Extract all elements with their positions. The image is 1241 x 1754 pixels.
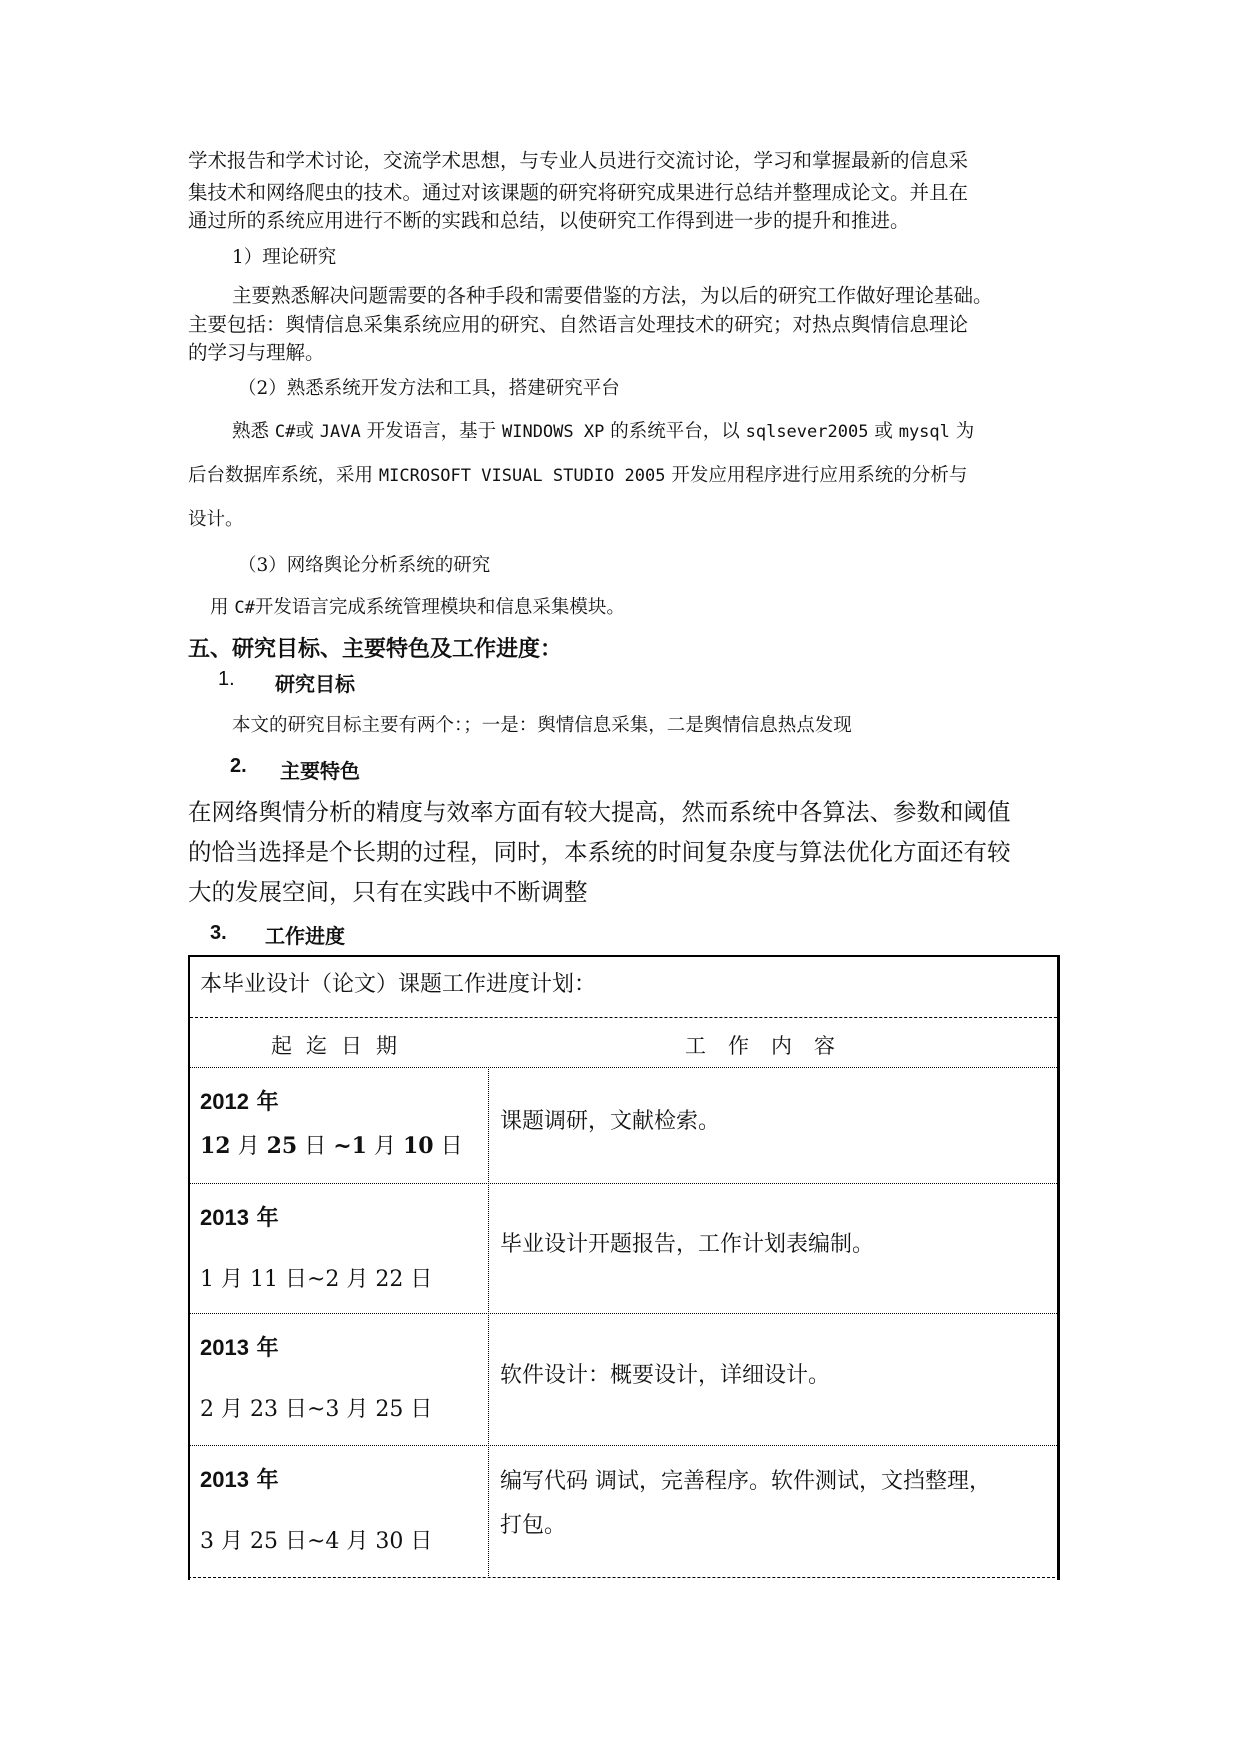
text: 为	[949, 421, 975, 442]
analysis-heading: （3）网络舆论分析系统的研究	[238, 555, 491, 576]
text: C#	[274, 422, 296, 442]
text: 或	[868, 421, 899, 442]
row-content: 软件设计：概要设计，详细设计。	[500, 1363, 831, 1388]
row-year	[200, 1333, 279, 1364]
text: mysql	[898, 422, 950, 442]
date-segment: 日	[433, 1134, 463, 1159]
date-segment: 月	[230, 1134, 267, 1159]
text: 开发应用程序进行应用系统的分析与	[665, 465, 968, 486]
tools-line-3: 设计。	[188, 509, 244, 530]
progress-title: 工作进度	[265, 924, 345, 948]
text: 或	[295, 421, 320, 442]
text: 后台数据库系统，采用	[188, 465, 379, 486]
text: 开发语言完成系统管理模块和信息采集模块。	[254, 597, 625, 618]
row-content: 课题调研，文献检索。	[500, 1109, 721, 1134]
header-date: 起迄日期	[271, 1034, 411, 1058]
tools-line-1	[232, 419, 974, 445]
feature-line-1: 在网络舆情分析的精度与效率方面有较大提高，然而系统中各算法、参数和阈值	[188, 798, 1011, 826]
text: 的系统平台，以	[604, 421, 746, 442]
date-segment: 10	[403, 1133, 434, 1159]
date-segment: 3 月 25 日~4 月 30 日	[200, 1529, 433, 1554]
row-content: 打包。	[500, 1513, 567, 1538]
header-content: 工作内容	[685, 1034, 857, 1058]
feature-line-3: 大的发展空间，只有在实践中不断调整	[188, 878, 588, 906]
text: 用	[210, 597, 235, 618]
intro-line-1: 学术报告和学术讨论，交流学术思想，与专业人员进行交流讨论，学习和掌握最新的信息采	[188, 149, 969, 172]
table-divider	[190, 1313, 1057, 1314]
row-year	[200, 1087, 279, 1118]
date-segment: 12	[200, 1133, 231, 1159]
feature-line-2: 的恰当选择是个长期的过程，同时，本系统的时间复杂度与算法优化方面还有较	[188, 838, 1011, 866]
row-year-unit: 年	[248, 1089, 279, 1115]
table-caption: 本毕业设计（论文）课题工作进度计划：	[200, 972, 597, 997]
date-segment: 2 月 23 日~3 月 25 日	[200, 1397, 433, 1422]
row-year-number: 2013	[200, 1205, 249, 1230]
row-content: 毕业设计开题报告，工作计划表编制。	[500, 1232, 875, 1257]
date-segment: 25	[266, 1133, 298, 1159]
theory-line-1: 主要熟悉解决问题需要的各种手段和需要借鉴的方法，为以后的研究工作做好理论基础。	[232, 284, 993, 307]
analysis-line	[210, 595, 625, 621]
row-date-range	[200, 1395, 432, 1425]
progress-number: 3.	[210, 922, 227, 944]
date-segment: 月	[367, 1134, 403, 1159]
date-segment: 1 月 11 日~2 月 22 日	[200, 1267, 433, 1292]
row-date-range	[200, 1131, 463, 1162]
intro-line-2: 集技术和网络爬虫的技术。通过对该课题的研究将研究成果进行总结并整理成论文。并且在	[188, 181, 969, 204]
tools-heading: （2）熟悉系统开发方法和工具，搭建研究平台	[238, 378, 620, 399]
text: sqlsever2005	[745, 422, 869, 442]
row-year-unit: 年	[248, 1335, 279, 1361]
theory-heading: 1）理论研究	[232, 247, 337, 268]
intro-line-3: 通过所的系统应用进行不断的实践和总结，以使研究工作得到进一步的提升和推进。	[188, 209, 910, 232]
date-segment: 日	[297, 1134, 334, 1159]
goal-number: 1.	[218, 668, 235, 690]
table-divider	[190, 1067, 1057, 1068]
text: 开发语言，基于	[360, 421, 502, 442]
row-date-range	[200, 1527, 432, 1557]
text: C#	[234, 598, 255, 618]
section-5-title: 五、研究目标、主要特色及工作进度：	[188, 636, 563, 662]
table-bottom-border	[188, 1577, 1060, 1578]
text: JAVA	[319, 422, 361, 442]
date-segment: ~1	[333, 1133, 367, 1159]
tools-line-2	[188, 463, 967, 489]
theory-line-3: 的学习与理解。	[188, 341, 325, 364]
theory-line-2: 主要包括：舆情信息采集系统应用的研究、自然语言处理技术的研究；对热点舆情信息理论	[188, 313, 969, 336]
row-year-unit: 年	[248, 1205, 279, 1231]
row-year-unit: 年	[248, 1467, 279, 1493]
text: 熟悉	[232, 421, 275, 442]
table-divider	[190, 1017, 1057, 1018]
table-divider	[190, 1183, 1057, 1184]
table-column-divider	[488, 1067, 489, 1578]
schedule-table	[188, 955, 1059, 1582]
table-divider	[190, 1445, 1057, 1446]
row-date-range	[200, 1265, 432, 1295]
row-year-number: 2012	[200, 1089, 249, 1114]
row-year-number: 2013	[200, 1467, 249, 1492]
row-content: 编写代码 调试，完善程序。软件测试，文挡整理，	[500, 1469, 991, 1494]
feature-title: 主要特色	[280, 759, 360, 783]
row-year	[200, 1465, 279, 1496]
feature-number: 2.	[230, 755, 247, 777]
text: WINDOWS XP	[501, 422, 605, 442]
row-year	[200, 1203, 279, 1234]
row-year-number: 2013	[200, 1335, 249, 1360]
goal-text: 本文的研究目标主要有两个：；一是：舆情信息采集，二是舆情信息热点发现	[232, 715, 852, 736]
goal-title: 研究目标	[275, 672, 355, 696]
text: MICROSOFT VISUAL STUDIO 2005	[378, 466, 666, 486]
